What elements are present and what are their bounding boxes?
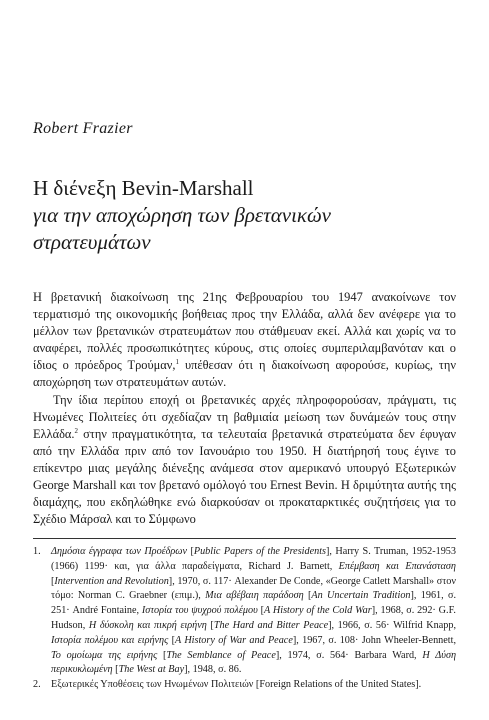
paragraph-2 (33, 392, 456, 529)
author-name: Robert Frazier (33, 120, 133, 137)
footnote-italic: Ιστορία του ψυχρού πολέμου (141, 605, 258, 617)
title-line-2: για την αποχώρηση των βρετανικών (33, 203, 331, 227)
chapter-title (33, 175, 463, 256)
title-line-3: στρατευμάτων (33, 230, 151, 254)
paragraph-2-text: Την ίδια περίπου εποχή οι βρετανικές αρχές πληροφορούσαν, πράγματι, τις Ηνωμένες Πολιτείες ότι σχεδίαζαν τη βαθμιαία μείωση των δυνάμεών τους στην Ελλάδα. (33, 392, 456, 441)
footnote-italic: Επέμβαση και Επανάσταση (338, 560, 456, 572)
footnote-italic: Public Papers of the Presidents (193, 546, 326, 557)
body-text (33, 289, 456, 528)
footnote-italic: Η Δύση περικυκλωμένη (51, 649, 457, 676)
footnote-text: [ (51, 575, 55, 587)
paragraph-1 (33, 289, 456, 392)
footnote-italic: Δημόσια έγγραφα των Προέδρων (51, 546, 188, 557)
footnote-italic: The Hard and Bitter Peace (213, 619, 329, 631)
footnote-text: ], 1970, σ. 117· Alexander De Conde, «George Catlett Marshall» στον τόμο: Norman C. Graebner (επιμ.), (51, 575, 456, 602)
footnote-text: ], 1966, σ. 56· Wilfrid Knapp, (328, 619, 456, 631)
paragraph-2-text-cont: στην πραγματικότητα, τα τελευταία βρετανικά στρατεύματα δεν έφυγαν από την Ελλάδα πριν από τον Ιανουάριο του 1950. Η διατήρησή τους έγινε το επίκεντρο μιας μεγάλης διένεξης ανάμεσα στον αμερικανό υπουργό Εξωτερικών George Marshall και τον βρετανό ομόλογό του Ernest Bevin. Η δριμύτητα αυτής της διαμάχης, που εκδηλώθηκε ενώ διαρκούσαν οι προκαταρκτικές συζητήσεις για το Σχέδιο Μάρσαλ και το Σύμφωνο (33, 426, 456, 527)
footnote-number: 2. (33, 679, 41, 691)
footnote-1 (33, 545, 456, 678)
footnote-number: 1. (33, 546, 41, 557)
footnote-italic: Ιστορία πολέμου και ειρήνης (51, 634, 169, 646)
footnote-italic: Το ομοίωμα της ειρήνης (51, 649, 158, 661)
footnote-italic: Intervention and Revolution (54, 575, 169, 587)
paragraph-1-text-cont: υπέθεσαν ότι η διακοίνωση αφορούσε, κυρίως, την αποχώρηση των στρατευμάτων αυτών. (33, 358, 456, 390)
footnote-italic: An Uncertain Tradition (311, 590, 411, 602)
footnote-text: ], 1961, σ. 251· André Fontaine, (51, 590, 456, 617)
footnote-text: [ (257, 605, 265, 617)
footnote-2 (33, 678, 456, 693)
footnote-text: [ (187, 546, 194, 557)
footnote-text: [ (112, 664, 119, 676)
footnote-text: ], 1948, σ. 86. (184, 664, 242, 676)
footnotes (33, 545, 456, 693)
paragraph-1-text: Η βρετανική διακοίνωση της 21ης Φεβρουαρίου του 1947 ανακοίνωνε τον τερματισμό της οικονομικής βοήθειας προς την Ελλάδα, αλλά δεν ανέφερε για το μέλλον των βρετανικών στρατευμάτων που στάθμευαν εκεί. Αλλά και χωρίς να το αναφέρει, πολλές προσωπικότητες κύρους, στις οποίες συμπεριλαμβανόταν και ο ίδιος ο πρόεδρος Τρούμαν, (33, 290, 456, 373)
footnote-text: [ (157, 649, 167, 661)
footnote-text: ], 1968, σ. 292· G.F. Hudson, (51, 605, 456, 631)
footnote-text: [ (303, 590, 312, 602)
footnote-text: Εξωτερικές Υποθέσεις των Ηνωμένων Πολιτειών [Foreign Relations of the United States]. (51, 679, 422, 691)
footnote-italic: Η δύσκολη και πικρή ειρήνη (88, 619, 207, 631)
footnote-italic: A History of the Cold War (264, 605, 372, 617)
footnote-text: ], 1974, σ. 564· Barbara Ward, (275, 649, 423, 661)
footnote-ref-2[interactable]: 2 (74, 426, 79, 435)
footnote-italic: Μια αβέβαιη παράδοση (205, 590, 304, 602)
footnote-text: [ (206, 619, 214, 631)
footnote-italic: A History of War and Peace (174, 634, 293, 646)
footnote-text: ], Harry S. Truman, 1952-1953 (1966) 1199· και, για άλλα παραδείγματα, Richard J. Barnett, (51, 546, 456, 572)
title-line-1: Η διένεξη Bevin-Marshall (33, 176, 254, 200)
footnote-italic: The Semblance of Peace (166, 649, 276, 661)
footnote-italic: The West at Bay (118, 664, 185, 676)
footnote-divider (33, 538, 456, 539)
footnote-ref-1[interactable]: 1 (175, 358, 179, 367)
footnote-text: [ (168, 634, 175, 646)
footnote-text: ], 1967, σ. 108· John Wheeler-Bennett, (292, 634, 456, 646)
